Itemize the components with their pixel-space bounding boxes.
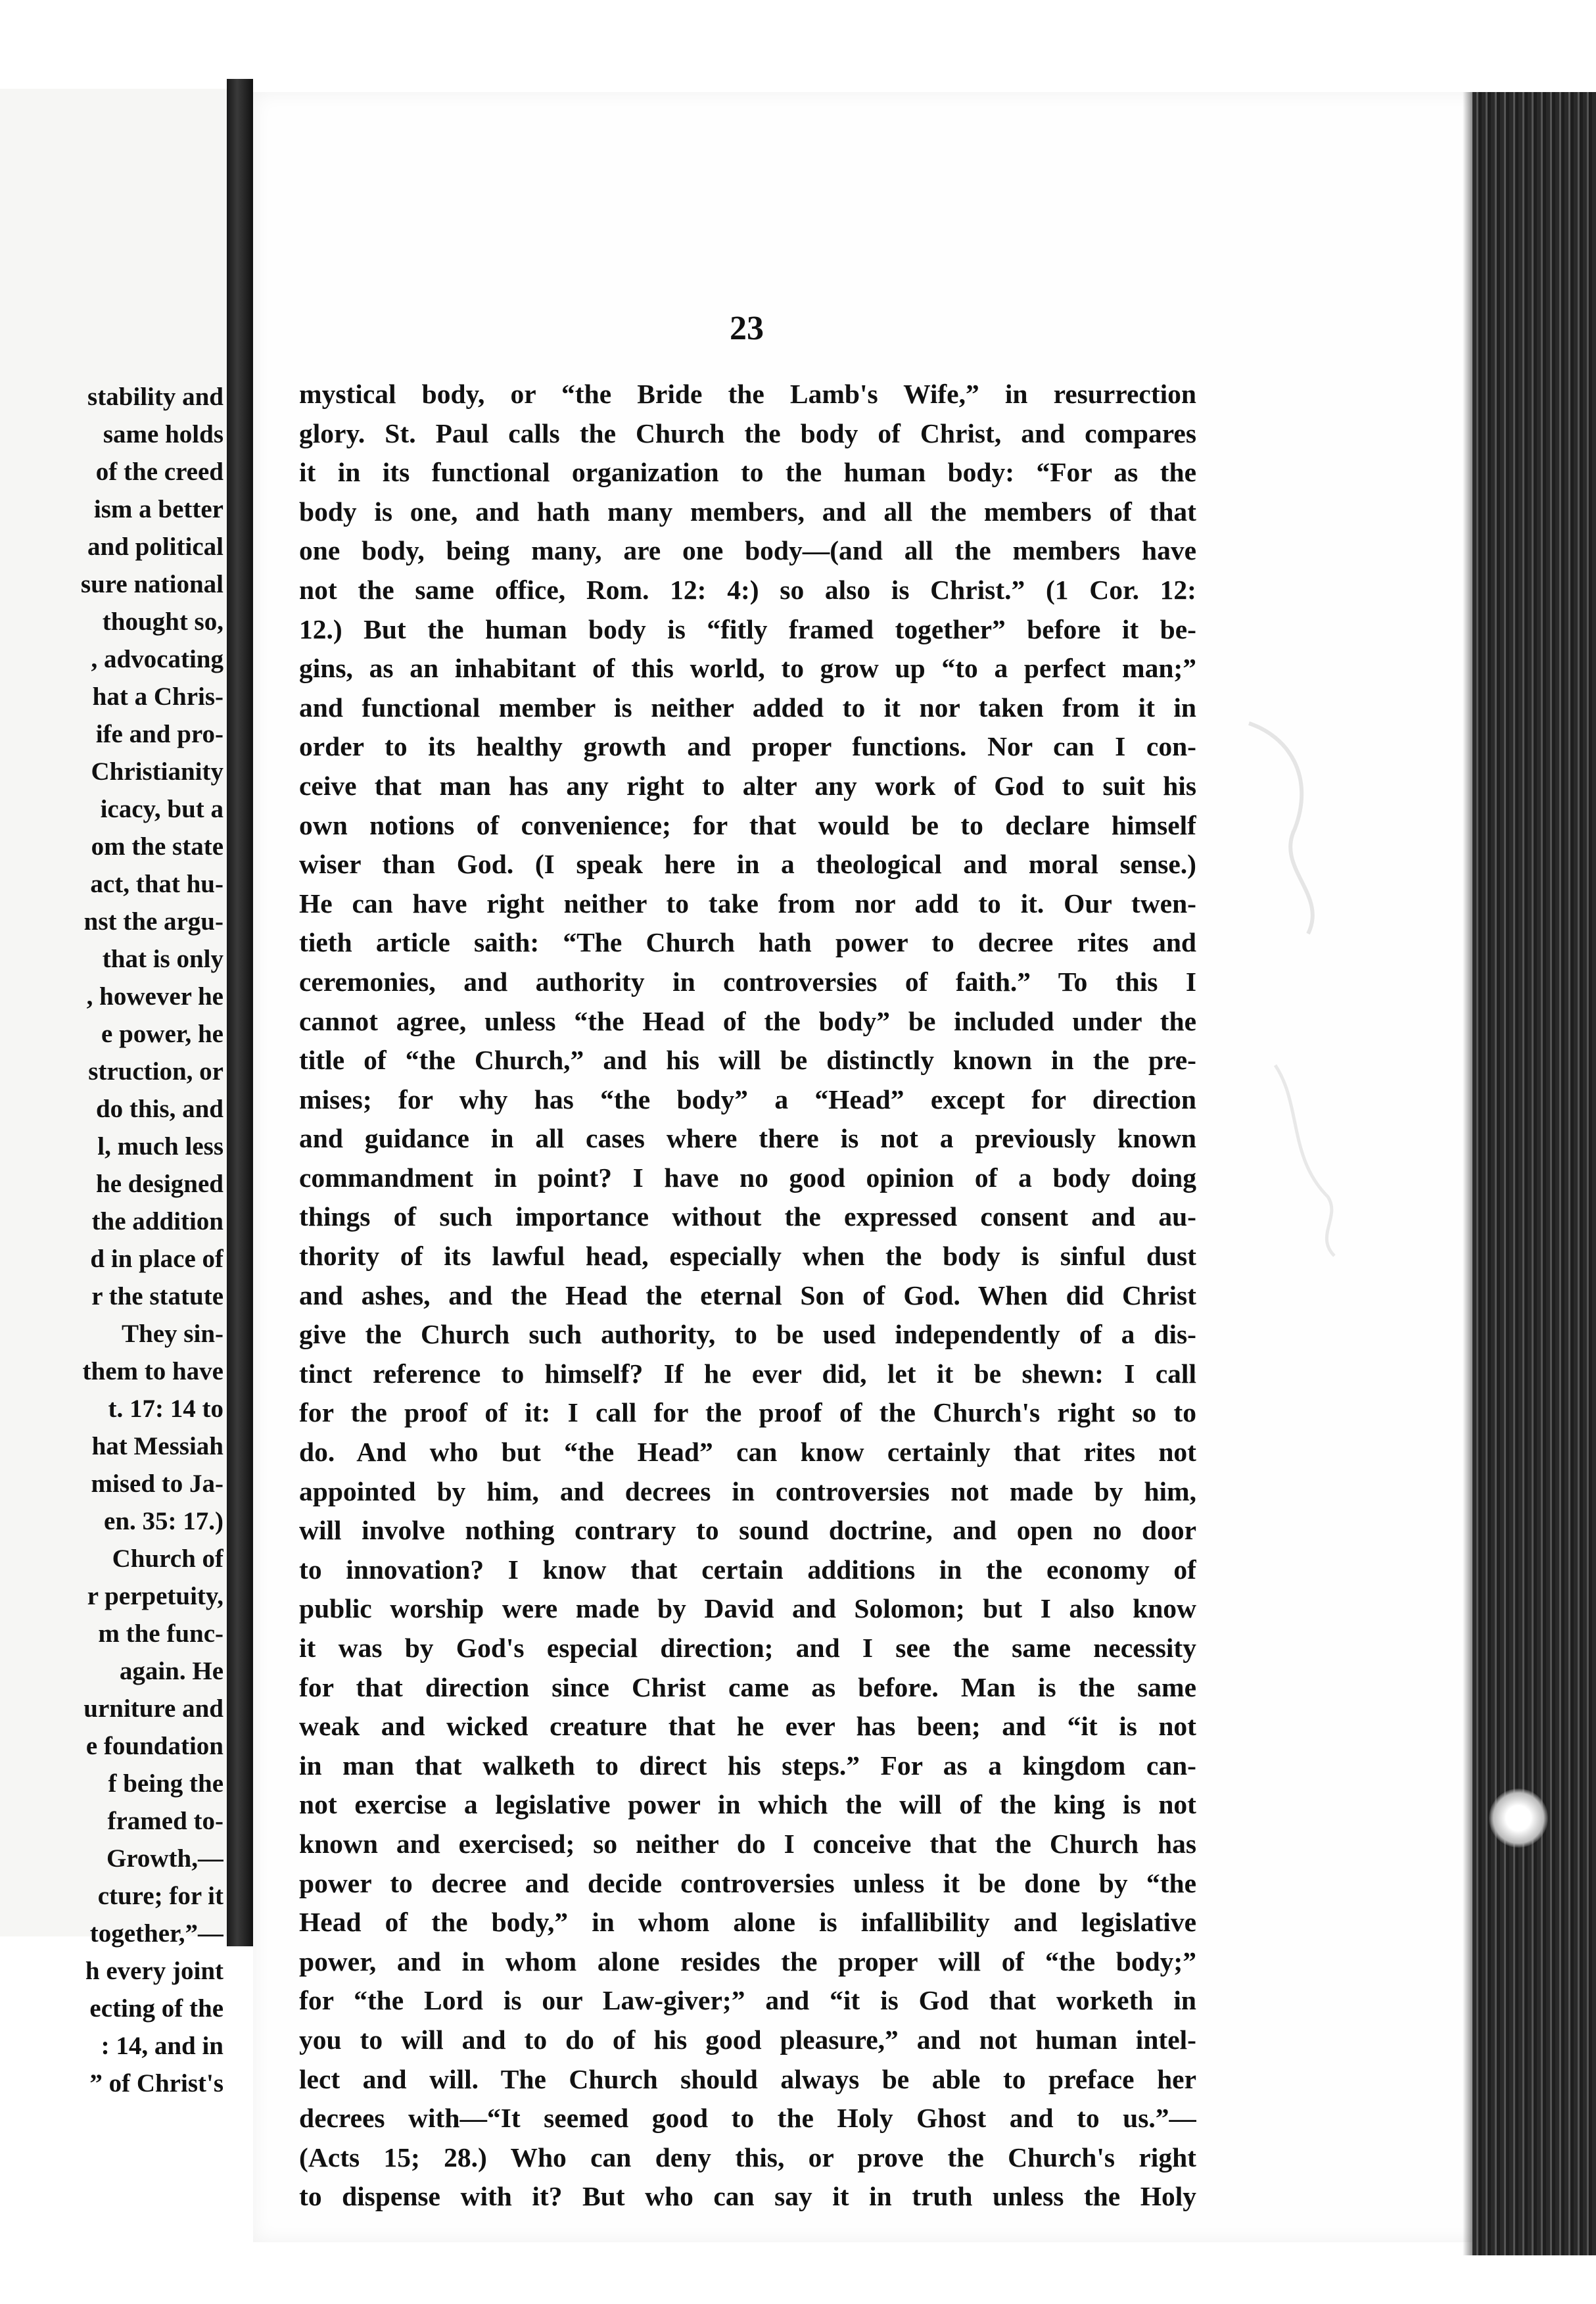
text-line: and ashes, and the Head the eternal Son of God. When did Christ — [299, 1280, 1196, 1310]
text-line: ceremonies, and authority in controversies of faith.” To this I — [299, 966, 1196, 997]
text-line: glory. St. Paul calls the Church the body of Christ, and compares — [299, 418, 1196, 448]
left-page-line: icacy, but a — [100, 795, 223, 823]
left-page-line: of the creed — [95, 458, 223, 486]
left-page-line: Christianity — [91, 757, 223, 786]
text-line: appointed by him, and decrees in controversies not made by him, — [299, 1476, 1196, 1506]
text-line: commandment in point? I have no good opinion of a body doing — [299, 1162, 1196, 1193]
left-page-line: ecting of the — [89, 1994, 223, 2023]
text-line: mises; for why has “the body” a “Head” except for direction — [299, 1084, 1196, 1115]
text-line: power to decree and decide controversies unless it be done by “the — [299, 1867, 1196, 1898]
left-page-line: act, that hu- — [90, 870, 223, 898]
text-line: lect and will. The Church should always be able to preface her — [299, 2063, 1196, 2094]
left-page-line: They sin- — [122, 1320, 223, 1348]
left-page-line: struction, or — [88, 1057, 223, 1086]
left-page-line: e power, he — [101, 1020, 223, 1048]
text-line: and functional member is neither added to it nor taken from it in — [299, 692, 1196, 723]
left-page-line: them to have — [82, 1357, 223, 1385]
left-page-line: and political — [87, 533, 223, 561]
left-page-line: h every joint — [85, 1957, 223, 1985]
text-line: He can have right neither to take from nor add to it. Our twen- — [299, 888, 1196, 919]
text-line: 12.) But the human body is “fitly framed together” before it be- — [299, 613, 1196, 644]
text-line: gins, as an inhabitant of this world, to grow up “to a perfect man;” — [299, 653, 1196, 684]
left-page-line: he designed — [96, 1170, 223, 1198]
text-line: ceive that man has any right to alter any work of God to suit his — [299, 770, 1196, 801]
left-page-line: t. 17: 14 to — [108, 1395, 223, 1423]
left-page-line: hat a Chris- — [92, 683, 223, 711]
left-page-line: Growth,— — [106, 1844, 223, 1873]
left-page-line: ” of Christ's — [89, 2069, 223, 2098]
left-page-line: r the statute — [91, 1282, 223, 1310]
text-line: weak and wicked creature that he ever has been; and “it is not — [299, 1711, 1196, 1742]
text-line: tieth article saith: “The Church hath power to decree rites and — [299, 927, 1196, 958]
left-page-line: , however he — [86, 982, 223, 1011]
book-gutter — [227, 79, 253, 1946]
text-line: will involve nothing contrary to sound doctrine, and open no door — [299, 1515, 1196, 1546]
text-line: things of such importance without the expressed consent and au- — [299, 1201, 1196, 1232]
left-page-line: that is only — [102, 945, 223, 973]
text-line: to dispense with it? But who can say it in truth unless the Holy — [299, 2181, 1196, 2212]
text-line: in man that walketh to direct his steps.” For as a kingdom can- — [299, 1750, 1196, 1781]
pencil-marginalia — [1236, 697, 1387, 1262]
text-line: for “the Lord is our Law-giver;” and “it is God that worketh in — [299, 1985, 1196, 2016]
text-line: it was by God's especial direction; and I see the same necessity — [299, 1633, 1196, 1663]
left-page-line: do this, and — [95, 1095, 223, 1123]
text-line: power, and in whom alone resides the proper will of “the body;” — [299, 1946, 1196, 1977]
left-page-line: : 14, and in — [101, 2032, 223, 2060]
text-line: to innovation? I know that certain additions in the economy of — [299, 1554, 1196, 1585]
left-page-line: ife and pro- — [95, 720, 223, 748]
left-page-line: again. He — [119, 1657, 223, 1685]
text-line: decrees with—“It seemed good to the Holy Ghost and to us.”— — [299, 2103, 1196, 2134]
text-line: not the same office, Rom. 12: 4:) so also is Christ.” (1 Cor. 12: — [299, 574, 1196, 605]
left-page-line: d in place of — [90, 1245, 223, 1273]
text-line: public worship were made by David and Solomon; but I also know — [299, 1593, 1196, 1624]
text-line: not exercise a legislative power in which the will of the king is not — [299, 1789, 1196, 1820]
left-page-line: m the func- — [98, 1620, 223, 1648]
left-page-line: same holds — [103, 420, 223, 448]
text-line: mystical body, or “the Bride the Lamb's Wife,” in resurrection — [299, 379, 1196, 409]
left-page-line: r perpetuity, — [87, 1582, 223, 1610]
left-page-line: om the state — [91, 832, 223, 861]
text-line: thority of its lawful head, especially when the body is sinful dust — [299, 1241, 1196, 1272]
left-page-line: en. 35: 17.) — [104, 1507, 223, 1535]
text-line: tinct reference to himself? If he ever did, let it be shewn: I call — [299, 1358, 1196, 1389]
left-facing-page — [0, 89, 231, 2098]
left-page-text — [0, 378, 223, 2102]
left-page-line: thought so, — [102, 608, 223, 636]
text-line: Head of the body,” in whom alone is infallibility and legislative — [299, 1907, 1196, 1938]
text-line: own notions of convenience; for that would be to declare himself — [299, 809, 1196, 840]
text-line: cannot agree, unless “the Head of the body” be included under the — [299, 1005, 1196, 1036]
library-stamp — [1489, 1788, 1548, 1848]
text-line: you to will and to do of his good pleasure,” and not human intel- — [299, 2024, 1196, 2055]
left-page-line: sure national — [80, 570, 223, 598]
scan-margin — [0, 2275, 1596, 2304]
left-page-line: ism a better — [93, 495, 223, 523]
left-page-line: the addition — [91, 1207, 223, 1236]
body-text — [299, 375, 1196, 2217]
book-page-edges — [1472, 92, 1596, 2255]
text-line: give the Church such authority, to be used independently of a dis- — [299, 1319, 1196, 1350]
text-line: body is one, and hath many members, and all the members of that — [299, 496, 1196, 527]
text-line: known and exercised; so neither do I conceive that the Church has — [299, 1828, 1196, 1859]
text-line: it in its functional organization to the human body: “For as the — [299, 457, 1196, 488]
text-line: for the proof of it: I call for the proof of the Church's right so to — [299, 1397, 1196, 1428]
left-page-line: Church of — [112, 1545, 223, 1573]
left-page-line: framed to- — [107, 1807, 223, 1835]
text-line: do. And who but “the Head” can know certainly that rites not — [299, 1437, 1196, 1468]
left-page-line: hat Messiah — [91, 1432, 223, 1460]
text-line: and guidance in all cases where there is not a previously known — [299, 1123, 1196, 1154]
text-line: (Acts 15; 28.) Who can deny this, or prove the Church's right — [299, 2142, 1196, 2172]
left-page-line: l, much less — [97, 1132, 223, 1161]
left-page-line: stability and — [87, 383, 223, 411]
left-page-line: nst the argu- — [83, 907, 223, 936]
text-line: title of “the Church,” and his will be distinctly known in the pre- — [299, 1045, 1196, 1076]
text-line: wiser than God. (I speak here in a theological and moral sense.) — [299, 849, 1196, 880]
text-line: order to its healthy growth and proper functions. Nor can I con- — [299, 731, 1196, 762]
page-number: 23 — [730, 310, 764, 347]
left-page-line: urniture and — [83, 1694, 223, 1723]
text-line: one body, being many, are one body—(and all the members have — [299, 535, 1196, 566]
text-line: for that direction since Christ came as before. Man is the same — [299, 1671, 1196, 1702]
left-page-line: f being the — [108, 1769, 223, 1798]
left-page-line: together,”— — [89, 1919, 223, 1948]
left-page-line: mised to Ja- — [91, 1470, 223, 1498]
left-page-line: cture; for it — [97, 1882, 223, 1910]
left-page-line: , advocating — [91, 645, 223, 673]
left-page-line: e foundation — [85, 1732, 223, 1760]
